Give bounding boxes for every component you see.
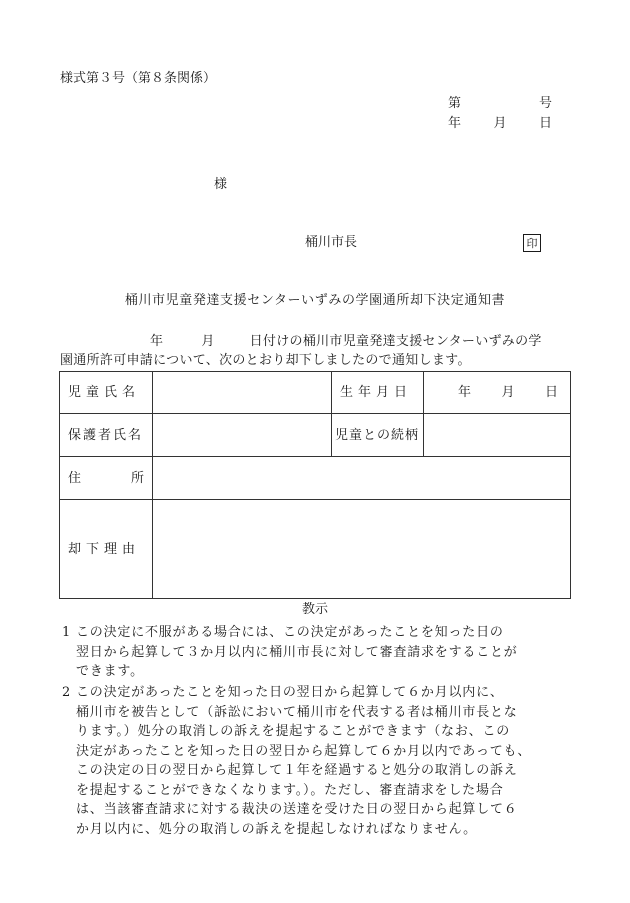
notice-item-2 (62, 683, 582, 843)
notice-item-2-text: この決定があったことを知った日の翌日から起算して６か月以内に、 桶川市を被告として（訴訟において桶川市を代表する者は桶川市長とな ります。）処分の取消しの訴えを提起することができます（なお、この 決定があったことを知った日の翌日から起算して６か月以内であっても、 この決定の日の翌日から起算して１年を経過すると処分の取消しの訴え を提起することができなくなります。）。ただし、審査請求をした場合 は、当該審査請求に対する裁決の送達を受けた日の翌日から起算して６ か月以内に、処分の取消しの訴えを提起しなければなりません。 (76, 685, 532, 837)
rejection-reason-field (153, 500, 571, 599)
document-title: 桶川市児童発達支援センターいずみの学園通所却下決定通知書 (124, 293, 506, 308)
birth-month-unit: 月 (501, 385, 515, 400)
applicant-info-table (59, 371, 571, 599)
child-name-label: 児童氏名 (60, 372, 153, 414)
address-label-part2: 所 (130, 470, 144, 486)
birthdate-field (424, 372, 571, 414)
address-field (153, 457, 571, 500)
guardian-name-label: 保護者氏名 (60, 414, 153, 457)
notice-heading: 教示 (301, 602, 328, 617)
guardian-name-field (153, 414, 332, 457)
notice-item-1-number: 1 (62, 625, 72, 640)
number-prefix: 第 (448, 96, 462, 111)
address-label (60, 457, 153, 500)
birth-year-unit: 年 (458, 385, 472, 400)
address-label-part1: 住 (68, 470, 82, 486)
notice-item-1-text: この決定に不服がある場合には、この決定があったことを知った日の 翌日から起算して３か月以内に桶川市長に対して審査請求をすることが できます。 (76, 625, 518, 679)
notice-item-2-number: 2 (62, 685, 72, 700)
lead-line-1 (150, 335, 542, 348)
document-number-line (448, 97, 552, 110)
birth-day-unit: 日 (544, 385, 558, 400)
guardian-row (60, 414, 571, 457)
reason-row (60, 500, 571, 599)
issue-date-line (448, 117, 552, 130)
lead-year: 年 (150, 334, 164, 349)
issue-date-year: 年 (448, 116, 462, 131)
address-row (60, 457, 571, 500)
issue-date-month: 月 (493, 116, 507, 131)
sender-name: 桶川市長 (305, 235, 358, 250)
addressee-honorific: 様 (214, 177, 228, 192)
lead-month: 月 (201, 334, 215, 349)
lead-line-2: 園通所許可申請について、次のとおり却下しましたので通知します。 (60, 353, 471, 368)
child-name-row (60, 372, 571, 414)
relation-label: 児童との続柄 (332, 414, 424, 457)
issue-date-day: 日 (538, 116, 552, 131)
relation-field (424, 414, 571, 457)
form-number-label: 様式第３号（第８条関係） (60, 71, 217, 86)
seal-stamp-box: 印 (523, 234, 541, 252)
child-name-field (153, 372, 332, 414)
rejection-reason-label: 却下理由 (60, 500, 153, 599)
lead-line1-rest: 日付けの桶川市児童発達支援センターいずみの学 (249, 334, 542, 349)
number-suffix: 号 (538, 96, 552, 111)
birthdate-label: 生年月日 (332, 372, 424, 414)
notice-item-1 (62, 623, 582, 683)
